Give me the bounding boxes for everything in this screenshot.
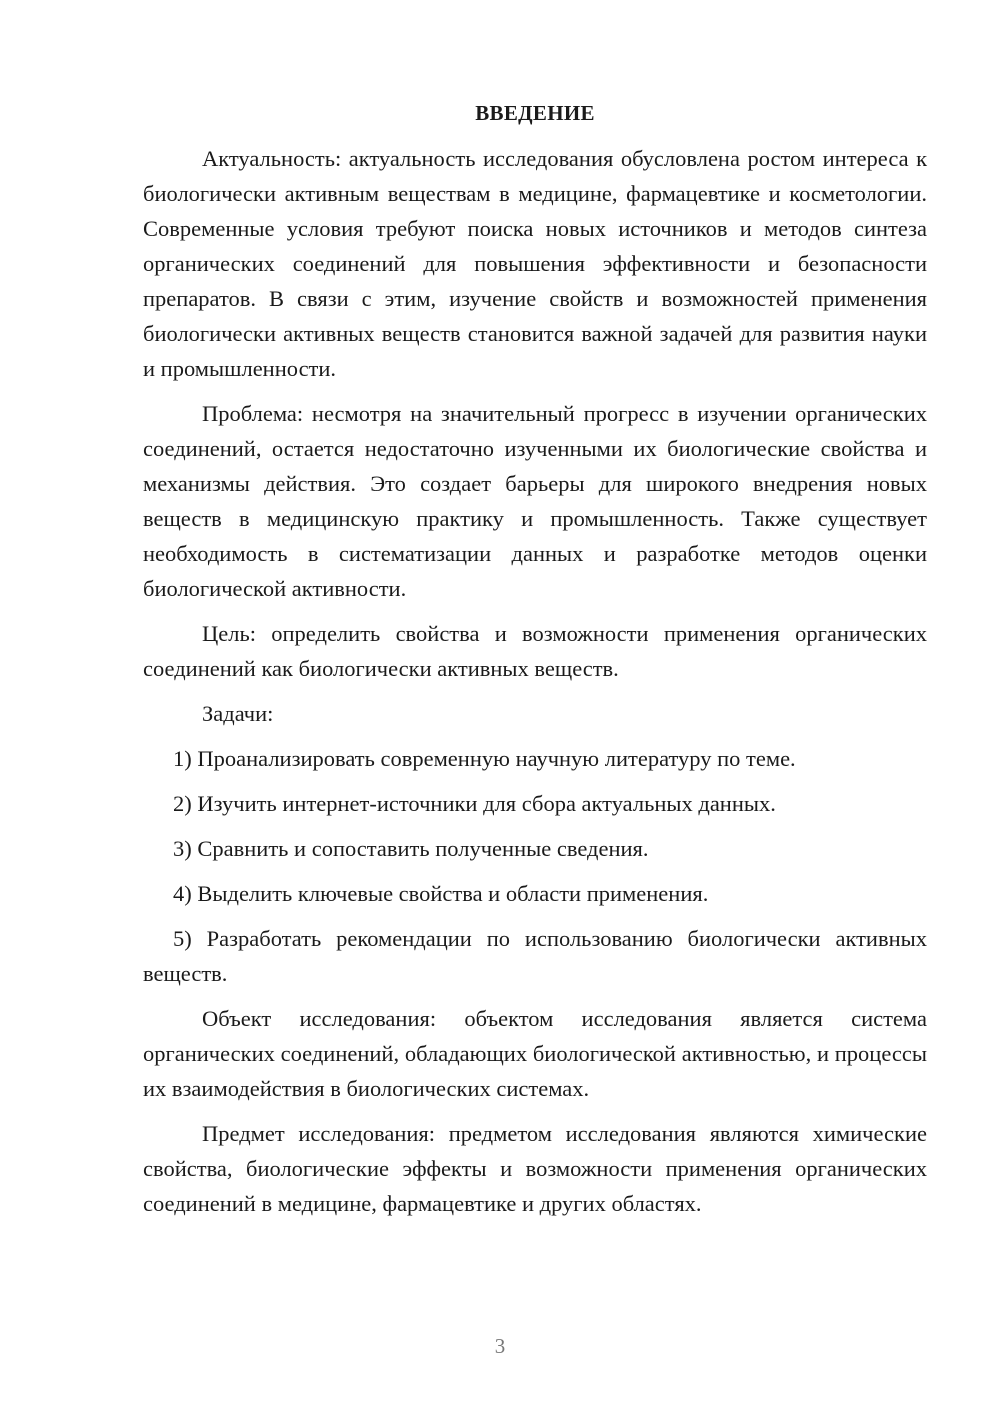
task-item-2: 2) Изучить интернет-источники для сбора актуальных данных.: [173, 791, 776, 816]
paragraph-relevance: Актуальность: актуальность исследования обусловлена ростом интереса к биологически активным веществам в медицине, фармацевтике и косметологии. Современные условия требуют поиска новых источников и методов синтеза органических соединений для повышения эффективности и безопасности препаратов. В связи с этим, изучение свойств и возможностей применения биологически активных веществ становится важной задачей для развития науки и промышленности.: [143, 146, 927, 381]
paragraph-subject: Предмет исследования: предметом исследования являются химические свойства, биологические эффекты и возможности применения органических соединений в медицине, фармацевтике и других областях.: [143, 1121, 927, 1216]
task-item-3: 3) Сравнить и сопоставить полученные сведения.: [173, 836, 649, 861]
page-number: 3: [494, 1334, 506, 1358]
task-item-5: 5) Разработать рекомендации по использованию биологически активных веществ.: [143, 926, 927, 986]
page-title: ВВЕДЕНИЕ: [475, 101, 595, 125]
task-item-1: 1) Проанализировать современную научную литературу по теме.: [173, 746, 796, 771]
paragraph-goal: Цель: определить свойства и возможности применения органических соединений как биологически активных веществ.: [143, 621, 927, 681]
page-content: [143, 96, 927, 1231]
tasks-heading: Задачи:: [202, 701, 274, 726]
paragraph-object: Объект исследования: объектом исследования является система органических соединений, обладающих биологической активностью, и процессы их взаимодействия в биологических системах.: [143, 1006, 927, 1101]
task-item-4: 4) Выделить ключевые свойства и области применения.: [173, 881, 709, 906]
paragraph-problem: Проблема: несмотря на значительный прогресс в изучении органических соединений, остается недостаточно изученными их биологические свойства и механизмы действия. Это создает барьеры для широкого внедрения новых веществ в медицинскую практику и промышленность. Также существует необходимость в систематизации данных и разработке методов оценки биологической активности.: [143, 401, 927, 601]
